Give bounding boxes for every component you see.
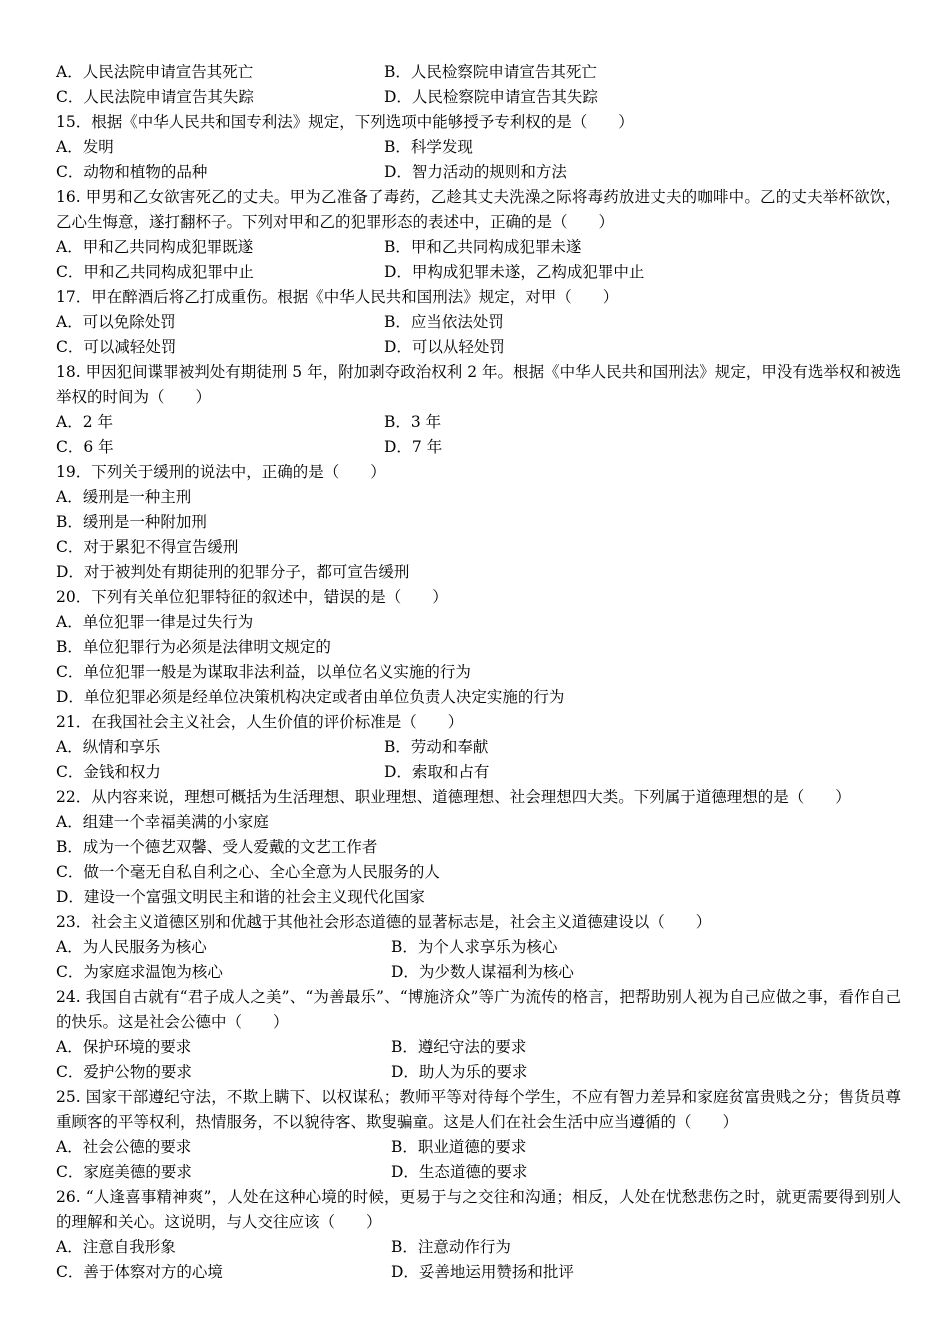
- q17-option-c: C．可以减轻处罚: [56, 338, 177, 356]
- q21-options-row-2: [56, 760, 901, 785]
- q20-stem: [56, 585, 901, 610]
- q21-options-row-1: [56, 735, 901, 760]
- q24-options-row-1: [56, 1035, 901, 1060]
- q23-option-a: A．为人民服务为核心: [56, 938, 207, 956]
- q20-stem-post: 的是（ ）: [354, 588, 448, 606]
- q18-options-row-2: [56, 435, 901, 460]
- q15-option-d: D．智力活动的规则和方法: [384, 163, 567, 181]
- q18-option-c: C．6 年: [56, 438, 114, 456]
- q19-option-d: D．对于被判处有期徒刑的犯罪分子，都可宣告缓刑: [56, 563, 410, 581]
- q15-stem: 15．根据《中华人民共和国专利法》规定，下列选项中能够授予专利权的是（ ）: [56, 113, 634, 131]
- q14-option-d: D．人民检察院申请宣告其失踪: [384, 88, 598, 106]
- q18-stem: 18. 甲因犯间谍罪被判处有期徒刑 5 年，附加剥夺政治权利 2 年。根据《中华人民共和国刑法》规定，甲没有选举权和被选举权的时间为（ ）: [56, 363, 901, 406]
- q22-option-b: B．成为一个德艺双馨、受人爱戴的文艺工作者: [56, 838, 378, 856]
- q24-option-a: A．保护环境的要求: [56, 1038, 192, 1056]
- q25-options-row-1: [56, 1135, 901, 1160]
- q16-option-b: B．甲和乙共同构成犯罪未遂: [384, 238, 582, 256]
- q16-option-d: D．甲构成犯罪未遂，乙构成犯罪中止: [384, 263, 645, 281]
- q23-option-d: D．为少数人谋福利为核心: [391, 963, 574, 981]
- q17-stem: 17．甲在醉酒后将乙打成重伤。根据《中华人民共和国刑法》规定，对甲（ ）: [56, 288, 619, 306]
- q18-option-d: D．7 年: [384, 438, 443, 456]
- q25-option-b: B．职业道德的要求: [391, 1138, 527, 1156]
- q19-stem: 19．下列关于缓刑的说法中，正确的是（ ）: [56, 463, 386, 481]
- q14-options-row-1: [56, 60, 901, 85]
- q16-option-a: A．甲和乙共同构成犯罪既遂: [56, 238, 254, 256]
- q24-stem: 24. 我国自古就有“君子成人之美”、“为善最乐”、“博施济众”等广为流传的格言，把帮助别人视为自己应做之事，看作自己的快乐。这是社会公德中（ ）: [56, 988, 901, 1031]
- q19-option-c: C．对于累犯不得宣告缓刑: [56, 538, 239, 556]
- q20-stem-pre: 20．下列有关单位犯罪特征的叙述中，: [56, 588, 324, 606]
- q26-stem: 26. “人逢喜事精神爽”，人处在这种心境的时候，更易于与之交往和沟通；相反，人处在忧愁悲伤之时，就更需要得到别人的理解和关心。这说明，与人交往应该（ ）: [56, 1188, 901, 1231]
- q20-option-a: A．单位犯罪一律是过失行为: [56, 613, 254, 631]
- exam-page: [56, 60, 901, 1285]
- q25-options-row-2: [56, 1160, 901, 1185]
- q23-option-b: B．为个人求享乐为核心: [391, 938, 558, 956]
- q19-option-a: A．缓刑是一种主刑: [56, 488, 192, 506]
- q17-option-b: B．应当依法处罚: [384, 313, 504, 331]
- q17-option-a: A．可以免除处罚: [56, 313, 176, 331]
- q21-option-b: B．劳动和奉献: [384, 738, 489, 756]
- q14-option-b: B．人民检察院申请宣告其死亡: [384, 63, 597, 81]
- q20-option-c: C．单位犯罪一般是为谋取非法利益，以单位名义实施的行为: [56, 663, 471, 681]
- q26-option-a: A．注意自我形象: [56, 1238, 176, 1256]
- q26-option-d: D．妥善地运用赞扬和批评: [391, 1263, 574, 1281]
- q26-options-row-1: [56, 1235, 901, 1260]
- q20-option-b: B．单位犯罪行为必须是法律明文规定的: [56, 638, 331, 656]
- q18-option-a: A．2 年: [56, 413, 113, 431]
- q25-stem: 25. 国家干部遵纪守法，不欺上瞒下、以权谋私；教师平等对待每个学生，不应有智力差异和家庭贫富贵贱之分；售货员尊重顾客的平等权利，热情服务，不以貌待客、欺叟骗童。这是人们在社会生活中应当遵循的（ ）: [56, 1088, 901, 1131]
- q26-option-c: C．善于体察对方的心境: [56, 1263, 223, 1281]
- q25-option-d: D．生态道德的要求: [391, 1163, 528, 1181]
- q24-option-b: B．遵纪守法的要求: [391, 1038, 527, 1056]
- q17-options-row-1: [56, 310, 901, 335]
- q21-option-d: D．索取和占有: [384, 763, 490, 781]
- q23-option-c: C．为家庭求温饱为核心: [56, 963, 223, 981]
- q15-option-c: C．动物和植物的品种: [56, 163, 208, 181]
- q21-option-a: A．纵情和享乐: [56, 738, 161, 756]
- q20-option-d: D．单位犯罪必须是经单位决策机构决定或者由单位负责人决定实施的行为: [56, 688, 565, 706]
- q22-option-d: D．建设一个富强文明民主和谐的社会主义现代化国家: [56, 888, 425, 906]
- q26-options-row-2: [56, 1260, 901, 1285]
- q14-option-a: A．人民法院申请宣告其死亡: [56, 63, 254, 81]
- q24-option-d: D．助人为乐的要求: [391, 1063, 528, 1081]
- q23-stem: 23．社会主义道德区别和优越于其他社会形态道德的显著标志是，社会主义道德建设以（ ）: [56, 913, 712, 931]
- q20-stem-emphasis: 错误 • •: [324, 585, 355, 610]
- q22-option-a: A．组建一个幸福美满的小家庭: [56, 813, 269, 831]
- q26-option-b: B．注意动作行为: [391, 1238, 511, 1256]
- q16-options-row-1: [56, 235, 901, 260]
- q18-option-b: B．3 年: [384, 413, 442, 431]
- q21-option-c: C．金钱和权力: [56, 763, 161, 781]
- q15-options-row-1: [56, 135, 901, 160]
- q14-option-c: C．人民法院申请宣告其失踪: [56, 88, 254, 106]
- q17-options-row-2: [56, 335, 901, 360]
- q15-options-row-2: [56, 160, 901, 185]
- q23-options-row-1: [56, 935, 901, 960]
- q16-option-c: C．甲和乙共同构成犯罪中止: [56, 263, 254, 281]
- q15-option-b: B．科学发现: [384, 138, 473, 156]
- q24-option-c: C．爱护公物的要求: [56, 1063, 192, 1081]
- q23-options-row-2: [56, 960, 901, 985]
- q22-stem: 22．从内容来说，理想可概括为生活理想、职业理想、道德理想、社会理想四大类。下列属于道德理想的是（ ）: [56, 788, 851, 806]
- q25-option-a: A．社会公德的要求: [56, 1138, 192, 1156]
- q15-option-a: A．发明: [56, 138, 114, 156]
- q18-options-row-1: [56, 410, 901, 435]
- q21-stem: 21．在我国社会主义社会，人生价值的评价标准是（ ）: [56, 713, 464, 731]
- q14-options-row-2: [56, 85, 901, 110]
- q16-stem: 16. 甲男和乙女欲害死乙的丈夫。甲为乙准备了毒药，乙趁其丈夫洗澡之际将毒药放进丈夫的咖啡中。乙的丈夫举杯欲饮，乙心生悔意，遂打翻杯子。下列对甲和乙的犯罪形态的表述中，正确的是（ ）: [56, 188, 901, 231]
- q24-options-row-2: [56, 1060, 901, 1085]
- q16-options-row-2: [56, 260, 901, 285]
- q19-option-b: B．缓刑是一种附加刑: [56, 513, 207, 531]
- q22-option-c: C．做一个毫无自私自利之心、全心全意为人民服务的人: [56, 863, 440, 881]
- q25-option-c: C．家庭美德的要求: [56, 1163, 192, 1181]
- q17-option-d: D．可以从轻处罚: [384, 338, 505, 356]
